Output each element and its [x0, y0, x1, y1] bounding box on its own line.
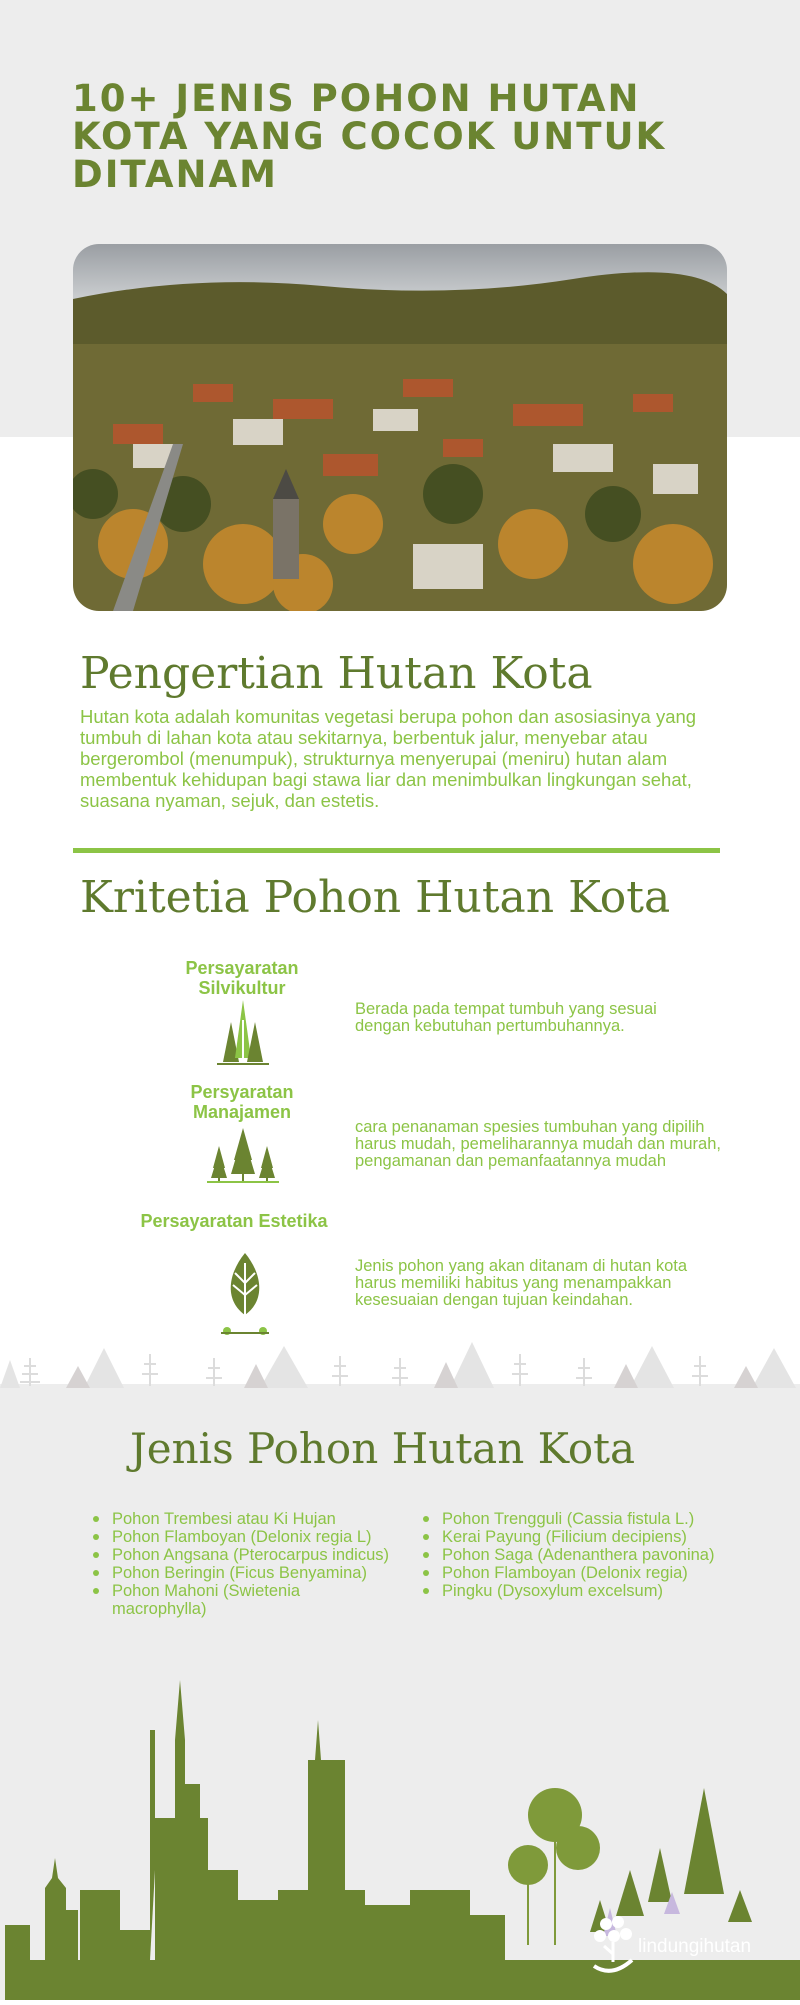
section-title-pengertian: Pengertian Hutan Kota: [80, 648, 593, 699]
fir-trees-icon: [207, 1128, 279, 1189]
section-title-jenis: Jenis Pohon Hutan Kota: [129, 1424, 636, 1473]
brand-name: lindungihutan: [638, 1936, 752, 1957]
list-item: Pohon Beringin (Ficus Benyamina): [90, 1564, 390, 1582]
lindungihutan-logo-icon: [590, 1916, 636, 1983]
list-item: Pohon Flamboyan (Delonix regia): [420, 1564, 720, 1582]
list-item: Pohon Angsana (Pterocarpus indicus): [90, 1546, 390, 1564]
decorative-tree-border: [0, 1340, 800, 1392]
leaf-tree-icon: [217, 1253, 273, 1340]
pengertian-paragraph: Hutan kota adalah komunitas vegetasi berupa pohon dan asosiasinya yang tumbuh di lahan kota atau sekitarnya, berbentuk jalur, menyebar atau bergerombol (menumpuk), strukturnya menyerupai (meniru) hutan alam membentuk kehidupan bagi stawa liar dan menimbulkan lingkungan sehat, suasana nyaman, sejuk, dan estetis.: [80, 706, 697, 811]
section-divider: [73, 848, 720, 853]
list-item: Pingku (Dysoxylum excelsum): [420, 1582, 720, 1600]
criteria-text-estetika: Jenis pohon yang akan ditanam di hutan kota harus memiliki habitus yang menampakkan kesesuaian dengan tujuan keindahan.: [355, 1257, 688, 1309]
criteria-label-manajamen: Persyaratan Manajamen: [190, 1082, 294, 1122]
page-title: 10+ JENIS POHON HUTAN KOTA YANG COCOK UNTUK DITANAM: [72, 77, 667, 196]
list-item: Pohon Saga (Adenanthera pavonina): [420, 1546, 720, 1564]
list-item: Pohon Trengguli (Cassia fistula L.): [420, 1510, 720, 1528]
list-item: Pohon Mahoni (Swietenia macrophylla): [90, 1582, 390, 1618]
list-item: Pohon Flamboyan (Delonix regia L): [90, 1528, 390, 1546]
list-item: Pohon Trembesi atau Ki Hujan: [90, 1510, 390, 1528]
criteria-text-silvikultur: Berada pada tempat tumbuh yang sesuai dengan kebutuhan pertumbuhannya.: [355, 1000, 657, 1035]
criteria-label-estetika: Persayaratan Estetika: [140, 1211, 328, 1231]
hero-city-photo: [73, 244, 727, 611]
pine-trees-icon: [215, 1000, 271, 1071]
species-list-left: [90, 1510, 390, 1618]
criteria-text-manajamen: cara penanaman spesies tumbuhan yang dipilih harus mudah, pemeliharannya mudah dan murah, pengamanan dan pemanfaatannya mudah: [355, 1118, 721, 1170]
species-list-right: [420, 1510, 720, 1600]
criteria-label-silvikultur: Persayaratan Silvikultur: [185, 958, 299, 998]
section-title-kriteria: Kritetia Pohon Hutan Kota: [80, 872, 671, 923]
list-item: Kerai Payung (Filicium decipiens): [420, 1528, 720, 1546]
